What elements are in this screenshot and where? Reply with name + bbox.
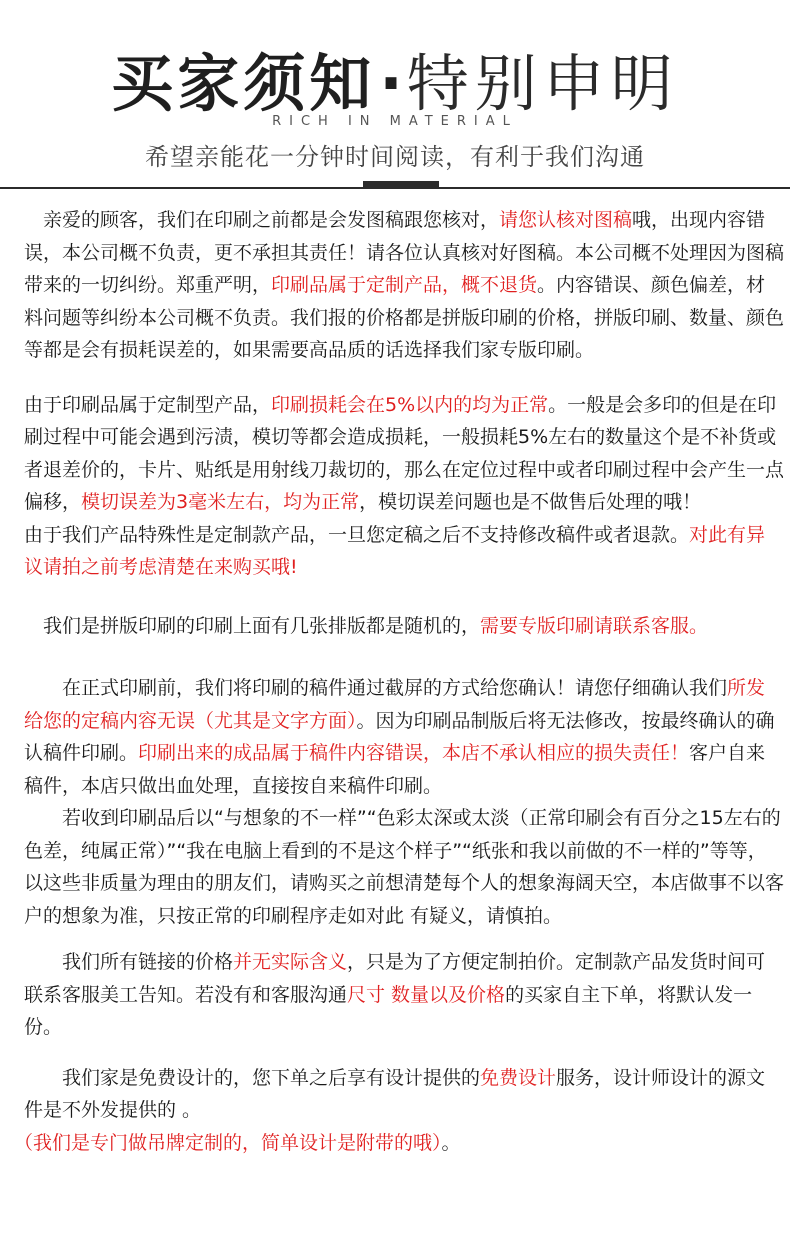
highlight-text: 模切误差为3毫米左右，均为正常: [81, 491, 360, 513]
paragraph-no-refund: [24, 519, 784, 584]
highlight-text: 请您认核对图稿: [499, 209, 633, 231]
text-run: 服务，设计师设计的源文件是不外发提供的 。: [24, 1066, 766, 1121]
paragraph-pricing: [24, 946, 784, 1044]
text-run: 。内容错误、颜色偏差，材料问题等纠纷本公司概不负责。我们报的价格都是拼版印刷的价格，拼版印刷、数量、颜色等都是会有损耗误差的，如果需要高品质的话选择我们家专版印刷。: [24, 274, 785, 361]
highlight-text: 需要专版印刷请联系客服。: [480, 614, 709, 637]
text-run: 我们所有链接的价格: [24, 951, 234, 973]
text-run: 。一般是会多印的但是在印刷过程中可能会遇到污渍，模切等都会造成损耗，一般损耗5%左右的数量这个是不补货或者退差价的，卡片、贴纸是用射线刀裁切的，那么在定位过程中或者印刷过程中会产生一点偏移，: [24, 393, 785, 513]
text-run: ，模切误差问题也是不做售后处理的哦！: [359, 491, 702, 513]
title-light: 特别申明: [406, 47, 679, 120]
paragraph-loss-rate: [24, 389, 784, 519]
title-bold: 买家须知: [111, 47, 376, 120]
highlight-text: 印刷损耗会在5%以内的均为正常: [271, 393, 549, 416]
text-run: 哦，出现内容错误，本公司概不负责，更不承担其责任！请各位认真核对好图稿。本公司概不处理因为图稿带来的一切纠纷。郑重严明，: [24, 209, 785, 296]
highlight-text: （我们是专门做吊牌定制的，简单设计是附带的哦）: [14, 1131, 442, 1154]
text-run: 的买家自主下单，将默认发一份。: [24, 983, 753, 1038]
subtitle-en: RICH IN MATERIAL: [272, 114, 518, 129]
text-run: 客户自来稿件，本店只做出血处理，直接按自来稿件印刷。: [24, 742, 766, 797]
text-run: 由于印刷品属于定制型产品，: [24, 393, 272, 416]
text-run: 我们是拼版印刷的印刷上面有几张排版都是随机的，: [24, 614, 481, 637]
paragraph-proof-check: [24, 204, 784, 367]
text-run: ，只是为了方便定制拍价。定制款产品发货时间可联系客服美工告知。若没有和客服沟通: [24, 951, 766, 1006]
paragraph-confirmation: [24, 672, 784, 802]
text-run: 我们家是免费设计的，您下单之后享有设计提供的: [24, 1066, 481, 1089]
divider-accent: [363, 181, 439, 188]
text-run: 由于我们产品特殊性是定制款产品，一旦您定稿之后不支持修改稿件或者退款。: [24, 523, 690, 546]
highlight-text: 尺寸 数量以及价格: [347, 983, 506, 1006]
text-run: 。因为印刷品制版后将无法修改，按最终确认的确认稿件印刷。: [24, 709, 775, 764]
title-dot: ·: [379, 47, 403, 120]
highlight-text: 免费设计: [480, 1066, 557, 1089]
paragraph-free-design: [24, 1062, 784, 1127]
notice-body: [14, 204, 785, 1159]
paragraph-layout-random: [24, 610, 784, 643]
highlight-text: 所发给您的定稿内容无误（尤其是文字方面）: [24, 677, 766, 732]
header: [0, 0, 790, 190]
text-run: 在正式印刷前，我们将印刷的稿件通过截屏的方式给您确认！请您仔细确认我们: [24, 677, 728, 699]
highlight-text: 印刷出来的成品属于稿件内容错误，本店不承认相应的损失责任！: [138, 742, 690, 764]
subtitle-cn: 希望亲能花一分钟时间阅读，有利于我们沟通: [145, 143, 645, 171]
paragraph-tag-note: [14, 1127, 784, 1160]
text-run: 。: [441, 1131, 461, 1154]
highlight-text: 并无实际含义: [233, 951, 348, 973]
text-run: 若收到印刷品后以“与想象的不一样”“色彩太深或太淡（正常印刷会有百分之15左右的色差，纯属正常）”“我在电脑上看到的不是这个样子”“纸张和我以前做的不一样的”等等，以这些非质量为理由的朋友们，请购买之前想清楚每个人的想象海阔天空，本店做事不以客户的想象为准，只按正常的印刷程序走如对此 有疑义，请慎拍。: [24, 807, 785, 927]
highlight-text: 印刷品属于定制产品，概不退货: [271, 274, 538, 296]
text-run: 亲爱的顾客，我们在印刷之前都是会发图稿跟您核对，: [24, 209, 500, 231]
page-title: [0, 34, 790, 123]
paragraph-expectations: [24, 802, 784, 932]
highlight-text: 对此有异议请拍之前考虑清楚在来购买哦!: [24, 523, 766, 578]
